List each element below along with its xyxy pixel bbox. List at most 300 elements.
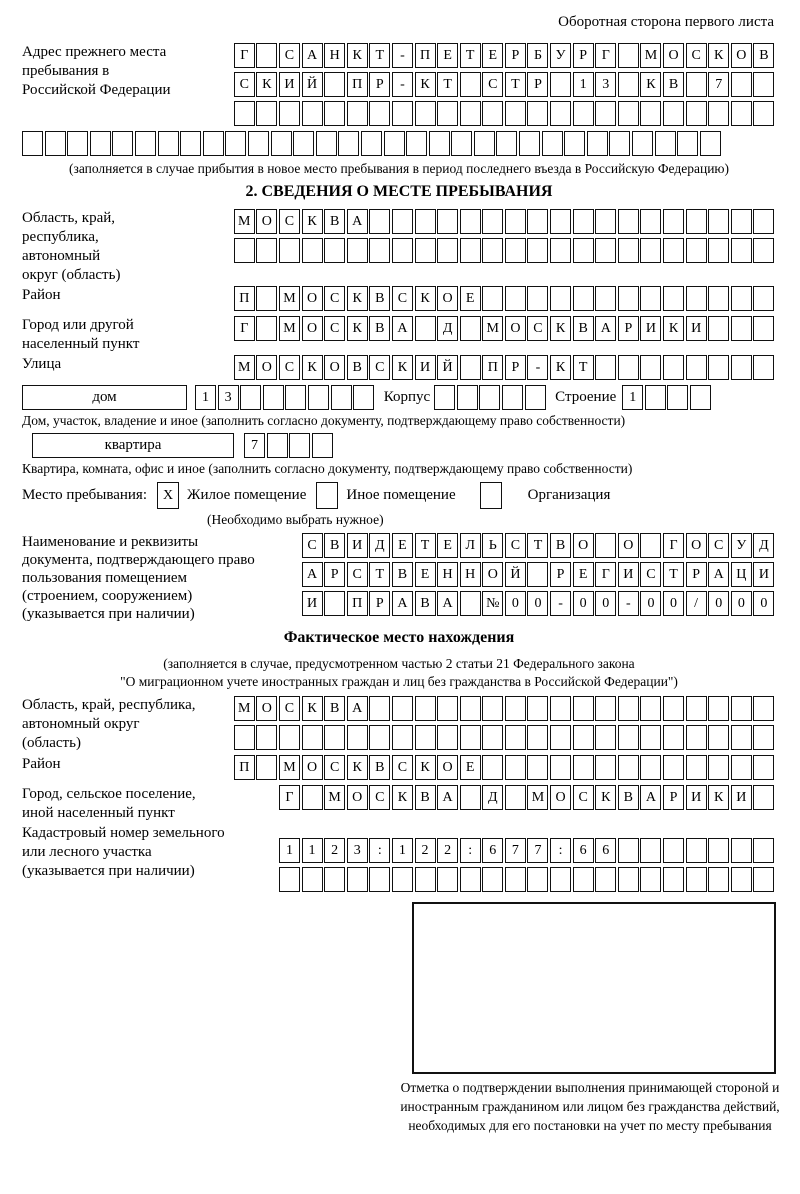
char-box[interactable] <box>429 131 450 156</box>
char-box[interactable]: И <box>415 355 436 380</box>
char-box[interactable] <box>573 755 594 780</box>
char-box[interactable]: И <box>686 316 707 341</box>
char-box[interactable] <box>279 238 300 263</box>
char-box[interactable] <box>302 867 323 892</box>
char-box[interactable] <box>618 696 639 721</box>
char-box[interactable]: И <box>640 316 661 341</box>
char-box[interactable]: О <box>324 355 345 380</box>
char-box[interactable] <box>415 209 436 234</box>
char-box[interactable] <box>708 316 729 341</box>
char-box[interactable] <box>686 838 707 863</box>
char-box[interactable] <box>527 755 548 780</box>
char-box[interactable] <box>686 696 707 721</box>
char-box[interactable] <box>460 238 481 263</box>
char-box[interactable] <box>415 238 436 263</box>
char-box[interactable]: О <box>256 209 277 234</box>
char-box[interactable]: 2 <box>324 838 345 863</box>
char-box[interactable]: В <box>369 755 390 780</box>
char-box[interactable] <box>234 238 255 263</box>
char-box[interactable] <box>753 286 774 311</box>
char-box[interactable] <box>361 131 382 156</box>
char-box[interactable] <box>256 43 277 68</box>
char-box[interactable]: Р <box>663 785 684 810</box>
char-box[interactable] <box>437 867 458 892</box>
char-box[interactable]: О <box>663 43 684 68</box>
char-box[interactable] <box>482 755 503 780</box>
char-box[interactable]: В <box>415 591 436 616</box>
char-box[interactable] <box>640 533 661 558</box>
char-box[interactable]: Г <box>234 43 255 68</box>
char-box[interactable]: Е <box>392 533 413 558</box>
char-box[interactable] <box>347 238 368 263</box>
char-box[interactable]: С <box>708 533 729 558</box>
char-box[interactable] <box>302 725 323 750</box>
char-box[interactable]: М <box>279 316 300 341</box>
char-box[interactable]: К <box>663 316 684 341</box>
char-box[interactable] <box>234 101 255 126</box>
char-box[interactable] <box>406 131 427 156</box>
char-box[interactable]: С <box>324 755 345 780</box>
char-box[interactable] <box>392 209 413 234</box>
char-box[interactable]: 0 <box>708 591 729 616</box>
char-box[interactable]: П <box>347 72 368 97</box>
char-box[interactable] <box>731 725 752 750</box>
char-box[interactable] <box>753 785 774 810</box>
char-box[interactable] <box>618 238 639 263</box>
char-box[interactable]: 2 <box>437 838 458 863</box>
char-box[interactable] <box>573 867 594 892</box>
char-box[interactable]: М <box>527 785 548 810</box>
char-box[interactable] <box>302 101 323 126</box>
char-box[interactable] <box>527 696 548 721</box>
char-box[interactable] <box>686 286 707 311</box>
char-box[interactable]: А <box>302 43 323 68</box>
char-box[interactable]: В <box>618 785 639 810</box>
char-box[interactable]: С <box>279 209 300 234</box>
char-box[interactable] <box>686 725 707 750</box>
char-box[interactable]: М <box>324 785 345 810</box>
char-box[interactable]: П <box>234 286 255 311</box>
char-box[interactable] <box>392 725 413 750</box>
char-box[interactable] <box>505 286 526 311</box>
char-box[interactable] <box>474 131 495 156</box>
char-box[interactable]: П <box>482 355 503 380</box>
char-box[interactable] <box>505 238 526 263</box>
char-box[interactable] <box>663 101 684 126</box>
char-box[interactable] <box>663 867 684 892</box>
char-box[interactable]: Р <box>527 72 548 97</box>
char-box[interactable] <box>731 238 752 263</box>
char-box[interactable] <box>293 131 314 156</box>
char-box[interactable] <box>731 355 752 380</box>
char-box[interactable] <box>663 755 684 780</box>
char-box[interactable]: О <box>347 785 368 810</box>
char-box[interactable]: С <box>505 533 526 558</box>
char-box[interactable] <box>686 355 707 380</box>
char-box[interactable] <box>369 101 390 126</box>
char-box[interactable] <box>527 238 548 263</box>
char-box[interactable]: К <box>708 43 729 68</box>
char-box[interactable]: К <box>347 286 368 311</box>
char-box[interactable] <box>482 238 503 263</box>
char-box[interactable]: А <box>347 696 368 721</box>
char-box[interactable] <box>256 725 277 750</box>
char-box[interactable] <box>347 101 368 126</box>
char-box[interactable]: К <box>392 355 413 380</box>
char-box[interactable] <box>550 238 571 263</box>
char-box[interactable]: В <box>550 533 571 558</box>
char-box[interactable]: - <box>550 591 571 616</box>
char-box[interactable]: С <box>482 72 503 97</box>
char-box[interactable]: 7 <box>708 72 729 97</box>
char-box[interactable] <box>437 725 458 750</box>
char-box[interactable]: Д <box>437 316 458 341</box>
char-box[interactable]: О <box>256 355 277 380</box>
char-box[interactable]: Е <box>415 562 436 587</box>
char-box[interactable] <box>686 755 707 780</box>
char-box[interactable] <box>632 131 653 156</box>
char-box[interactable] <box>460 101 481 126</box>
char-box[interactable]: Г <box>595 43 616 68</box>
char-box[interactable]: В <box>663 72 684 97</box>
char-box[interactable] <box>609 131 630 156</box>
char-box[interactable] <box>135 131 156 156</box>
char-box[interactable] <box>640 238 661 263</box>
char-box[interactable]: 0 <box>527 591 548 616</box>
char-box[interactable] <box>460 72 481 97</box>
char-box[interactable]: О <box>618 533 639 558</box>
char-box[interactable] <box>686 238 707 263</box>
char-box[interactable]: А <box>392 591 413 616</box>
char-box[interactable] <box>384 131 405 156</box>
char-box[interactable] <box>550 72 571 97</box>
char-box[interactable]: И <box>618 562 639 587</box>
char-box[interactable]: 1 <box>302 838 323 863</box>
char-box[interactable]: А <box>437 591 458 616</box>
char-box[interactable]: Е <box>482 43 503 68</box>
char-box[interactable]: В <box>369 316 390 341</box>
char-box[interactable]: С <box>527 316 548 341</box>
char-box[interactable]: К <box>595 785 616 810</box>
char-box[interactable] <box>618 209 639 234</box>
char-box[interactable] <box>550 209 571 234</box>
char-box[interactable]: 6 <box>482 838 503 863</box>
char-box[interactable]: Ь <box>482 533 503 558</box>
char-box[interactable] <box>316 131 337 156</box>
char-box[interactable] <box>353 385 374 410</box>
stay-type-checkbox-other-premises[interactable] <box>316 482 338 509</box>
char-box[interactable] <box>645 385 666 410</box>
char-box[interactable] <box>460 696 481 721</box>
char-box[interactable]: : <box>460 838 481 863</box>
char-box[interactable] <box>618 72 639 97</box>
char-box[interactable] <box>618 725 639 750</box>
char-box[interactable] <box>392 867 413 892</box>
char-box[interactable]: Л <box>460 533 481 558</box>
char-box[interactable]: В <box>392 562 413 587</box>
char-box[interactable]: 1 <box>622 385 643 410</box>
char-box[interactable] <box>595 725 616 750</box>
char-box[interactable]: Й <box>505 562 526 587</box>
char-box[interactable] <box>112 131 133 156</box>
char-box[interactable] <box>686 72 707 97</box>
char-box[interactable]: К <box>347 43 368 68</box>
char-box[interactable] <box>595 533 616 558</box>
char-box[interactable] <box>285 385 306 410</box>
char-box[interactable]: С <box>369 785 390 810</box>
char-box[interactable] <box>256 286 277 311</box>
char-box[interactable]: Р <box>505 43 526 68</box>
char-box[interactable] <box>519 131 540 156</box>
char-box[interactable] <box>640 755 661 780</box>
char-box[interactable] <box>550 286 571 311</box>
char-box[interactable]: 0 <box>731 591 752 616</box>
char-box[interactable] <box>708 755 729 780</box>
char-box[interactable] <box>437 696 458 721</box>
char-box[interactable]: 2 <box>415 838 436 863</box>
char-box[interactable]: А <box>640 785 661 810</box>
char-box[interactable] <box>279 101 300 126</box>
char-box[interactable] <box>640 355 661 380</box>
char-box[interactable] <box>225 131 246 156</box>
char-box[interactable]: О <box>505 316 526 341</box>
char-box[interactable] <box>550 755 571 780</box>
char-box[interactable]: С <box>324 316 345 341</box>
char-box[interactable]: - <box>527 355 548 380</box>
char-box[interactable]: С <box>234 72 255 97</box>
char-box[interactable] <box>731 838 752 863</box>
char-box[interactable] <box>753 209 774 234</box>
char-box[interactable]: А <box>437 785 458 810</box>
char-box[interactable] <box>460 591 481 616</box>
char-box[interactable] <box>595 286 616 311</box>
char-box[interactable]: В <box>324 533 345 558</box>
char-box[interactable] <box>618 838 639 863</box>
char-box[interactable]: Й <box>437 355 458 380</box>
char-box[interactable] <box>618 355 639 380</box>
stay-type-checkbox-organization[interactable] <box>480 482 502 509</box>
char-box[interactable] <box>708 101 729 126</box>
char-box[interactable] <box>203 131 224 156</box>
char-box[interactable] <box>324 867 345 892</box>
char-box[interactable] <box>331 385 352 410</box>
char-box[interactable]: В <box>753 43 774 68</box>
char-box[interactable]: Ц <box>731 562 752 587</box>
char-box[interactable] <box>640 838 661 863</box>
char-box[interactable] <box>505 101 526 126</box>
char-box[interactable] <box>550 696 571 721</box>
char-box[interactable] <box>525 385 546 410</box>
char-box[interactable]: Т <box>573 355 594 380</box>
char-box[interactable] <box>550 101 571 126</box>
char-box[interactable] <box>753 72 774 97</box>
char-box[interactable]: И <box>686 785 707 810</box>
char-box[interactable] <box>550 867 571 892</box>
char-box[interactable] <box>338 131 359 156</box>
char-box[interactable]: К <box>302 696 323 721</box>
char-box[interactable]: 6 <box>573 838 594 863</box>
char-box[interactable]: 0 <box>505 591 526 616</box>
char-box[interactable]: Е <box>460 755 481 780</box>
char-box[interactable] <box>677 131 698 156</box>
char-box[interactable]: Н <box>324 43 345 68</box>
char-box[interactable] <box>753 316 774 341</box>
char-box[interactable]: С <box>324 286 345 311</box>
char-box[interactable]: А <box>347 209 368 234</box>
char-box[interactable] <box>271 131 292 156</box>
char-box[interactable]: К <box>392 785 413 810</box>
char-box[interactable]: Е <box>460 286 481 311</box>
char-box[interactable] <box>460 355 481 380</box>
char-box[interactable] <box>324 591 345 616</box>
char-box[interactable] <box>302 238 323 263</box>
char-box[interactable]: И <box>279 72 300 97</box>
char-box[interactable]: И <box>302 591 323 616</box>
char-box[interactable]: Г <box>663 533 684 558</box>
char-box[interactable] <box>640 725 661 750</box>
char-box[interactable] <box>505 696 526 721</box>
char-box[interactable]: Г <box>234 316 255 341</box>
char-box[interactable] <box>573 101 594 126</box>
char-box[interactable]: 3 <box>218 385 239 410</box>
char-box[interactable] <box>573 238 594 263</box>
char-box[interactable] <box>573 696 594 721</box>
char-box[interactable]: В <box>347 355 368 380</box>
char-box[interactable] <box>731 316 752 341</box>
char-box[interactable] <box>460 867 481 892</box>
char-box[interactable] <box>618 867 639 892</box>
char-box[interactable] <box>700 131 721 156</box>
char-box[interactable]: К <box>550 355 571 380</box>
char-box[interactable] <box>437 238 458 263</box>
char-box[interactable]: М <box>279 286 300 311</box>
char-box[interactable] <box>595 101 616 126</box>
char-box[interactable] <box>437 101 458 126</box>
char-box[interactable]: 7 <box>505 838 526 863</box>
char-box[interactable] <box>686 867 707 892</box>
char-box[interactable]: В <box>415 785 436 810</box>
char-box[interactable]: Д <box>482 785 503 810</box>
char-box[interactable]: К <box>550 316 571 341</box>
char-box[interactable]: А <box>708 562 729 587</box>
char-box[interactable] <box>564 131 585 156</box>
char-box[interactable] <box>708 725 729 750</box>
char-box[interactable]: Е <box>573 562 594 587</box>
char-box[interactable]: С <box>686 43 707 68</box>
char-box[interactable] <box>482 725 503 750</box>
char-box[interactable]: К <box>640 72 661 97</box>
char-box[interactable] <box>731 72 752 97</box>
char-box[interactable]: Т <box>505 72 526 97</box>
char-box[interactable]: Й <box>302 72 323 97</box>
char-box[interactable]: / <box>686 591 707 616</box>
char-box[interactable] <box>640 867 661 892</box>
char-box[interactable] <box>753 725 774 750</box>
char-box[interactable]: М <box>234 209 255 234</box>
char-box[interactable] <box>256 755 277 780</box>
char-box[interactable] <box>457 385 478 410</box>
char-box[interactable]: С <box>640 562 661 587</box>
char-box[interactable]: И <box>731 785 752 810</box>
char-box[interactable] <box>434 385 455 410</box>
char-box[interactable]: С <box>392 755 413 780</box>
char-box[interactable] <box>753 696 774 721</box>
char-box[interactable]: М <box>234 355 255 380</box>
char-box[interactable] <box>482 286 503 311</box>
char-box[interactable]: А <box>302 562 323 587</box>
char-box[interactable] <box>527 101 548 126</box>
char-box[interactable] <box>392 696 413 721</box>
char-box[interactable] <box>640 286 661 311</box>
char-box[interactable]: О <box>302 755 323 780</box>
char-box[interactable] <box>573 725 594 750</box>
char-box[interactable]: П <box>234 755 255 780</box>
char-box[interactable]: - <box>392 72 413 97</box>
char-box[interactable]: 3 <box>347 838 368 863</box>
char-box[interactable]: К <box>415 755 436 780</box>
char-box[interactable]: И <box>753 562 774 587</box>
char-box[interactable] <box>496 131 517 156</box>
char-box[interactable]: Н <box>437 562 458 587</box>
char-box[interactable] <box>753 867 774 892</box>
char-box[interactable] <box>90 131 111 156</box>
char-box[interactable] <box>505 725 526 750</box>
char-box[interactable] <box>415 101 436 126</box>
char-box[interactable]: С <box>392 286 413 311</box>
char-box[interactable]: Р <box>324 562 345 587</box>
char-box[interactable] <box>753 838 774 863</box>
char-box[interactable]: Н <box>460 562 481 587</box>
char-box[interactable] <box>527 286 548 311</box>
char-box[interactable] <box>415 316 436 341</box>
char-box[interactable]: Т <box>460 43 481 68</box>
char-box[interactable]: С <box>369 355 390 380</box>
char-box[interactable] <box>482 101 503 126</box>
char-box[interactable] <box>482 867 503 892</box>
char-box[interactable]: К <box>415 286 436 311</box>
char-box[interactable] <box>308 385 329 410</box>
char-box[interactable]: Р <box>369 72 390 97</box>
char-box[interactable]: К <box>347 755 368 780</box>
char-box[interactable]: Т <box>663 562 684 587</box>
char-box[interactable] <box>640 696 661 721</box>
char-box[interactable] <box>369 725 390 750</box>
char-box[interactable]: Е <box>437 533 458 558</box>
char-box[interactable]: П <box>347 591 368 616</box>
char-box[interactable] <box>505 785 526 810</box>
char-box[interactable] <box>369 209 390 234</box>
char-box[interactable]: Р <box>573 43 594 68</box>
char-box[interactable] <box>437 209 458 234</box>
char-box[interactable] <box>618 286 639 311</box>
char-box[interactable] <box>708 838 729 863</box>
char-box[interactable] <box>663 355 684 380</box>
char-box[interactable] <box>256 316 277 341</box>
char-box[interactable]: Р <box>686 562 707 587</box>
char-box[interactable] <box>595 755 616 780</box>
char-box[interactable] <box>460 785 481 810</box>
char-box[interactable]: О <box>573 533 594 558</box>
char-box[interactable]: Д <box>369 533 390 558</box>
char-box[interactable] <box>753 755 774 780</box>
char-box[interactable]: 0 <box>753 591 774 616</box>
char-box[interactable]: 0 <box>573 591 594 616</box>
char-box[interactable]: Т <box>527 533 548 558</box>
char-box[interactable]: П <box>415 43 436 68</box>
char-box[interactable] <box>663 725 684 750</box>
char-box[interactable] <box>527 725 548 750</box>
char-box[interactable]: 0 <box>595 591 616 616</box>
